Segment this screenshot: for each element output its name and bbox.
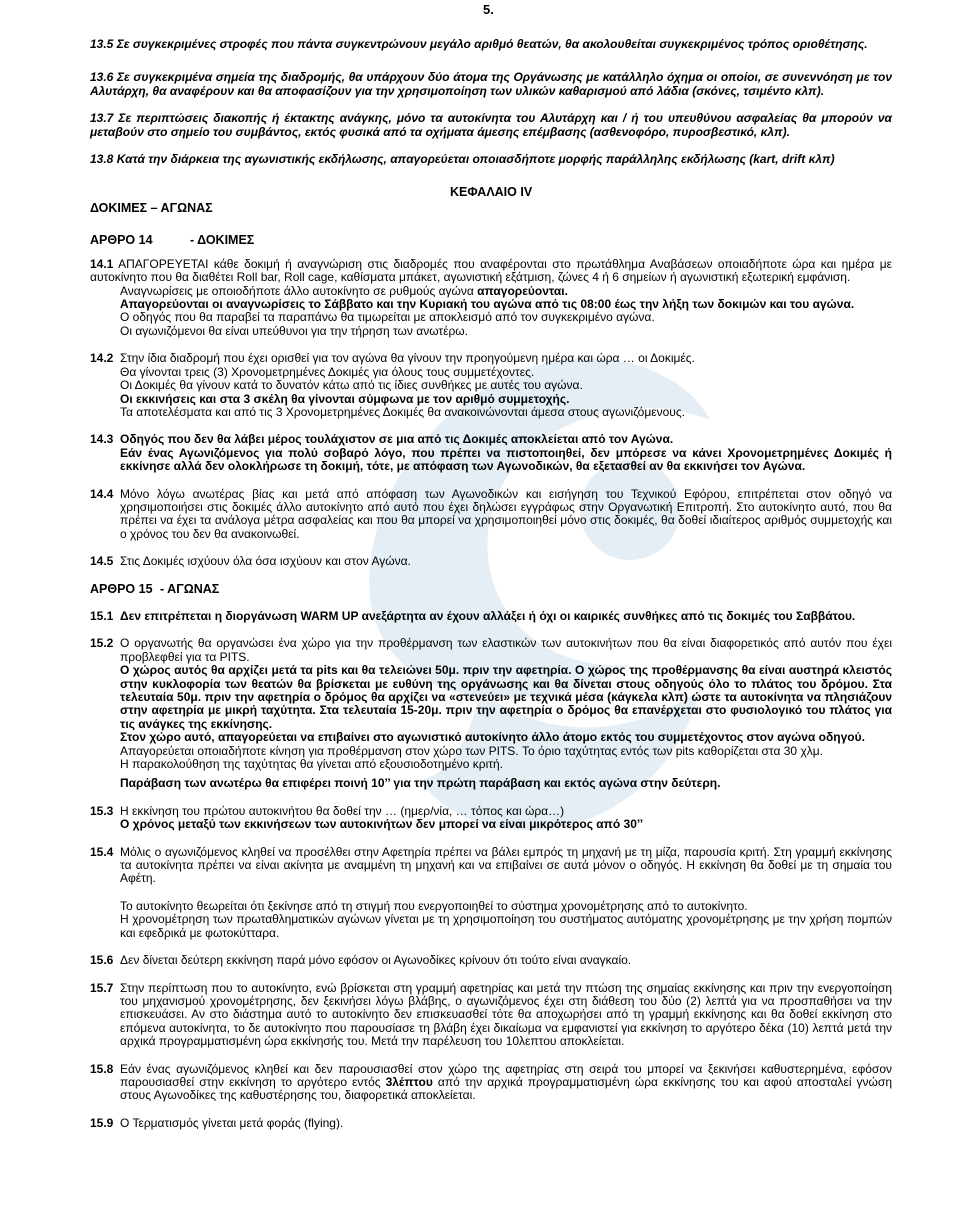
clause-15-5 bbox=[90, 900, 892, 940]
clause-text-bold: 3λέπτου bbox=[385, 1074, 433, 1089]
chapter-heading-row bbox=[90, 186, 892, 220]
clause-text-bold: Οι εκκινήσεις και στα 3 σκέλη θα γίνονται σύμφωνα με τον αριθμό συμμετοχής. bbox=[120, 391, 570, 406]
clause-13-6: 13.6 Σε συγκεκριμένα σημεία της διαδρομής, θα υπάρχουν δύο άτομα της Οργάνωσης με κατάλληλο όχημα οι οποίοι, σε συνεννόηση με τον Αλυτάρχη, θα αναφέρουν και θα αποφασίζουν για την χρησιμοποίηση των υλικών καθαρισμού από λάδια (σκόνες, τσιμέντο κλπ). bbox=[90, 70, 892, 98]
chapter-title: ΚΕΦΑΛΑΙΟ IV bbox=[450, 185, 533, 200]
clause-number: 14.2 bbox=[90, 351, 114, 366]
clause-number: 15.8 bbox=[90, 1061, 114, 1076]
clause-text-bold: Δεν επιτρέπεται η διοργάνωση WARM UP ανεξάρτητα αν έχουν αλλάξει ή όχι οι καιρικές συνθήκες από τις δοκιμές του Σαββάτου. bbox=[120, 608, 856, 623]
clause-text: ΑΠΑΓΟΡΕΥΕΤΑΙ κάθε δοκιμή ή αναγνώριση στις διαδρομές που αναφέρονται στο πρωτάθλημα Αναβάσεων οποιαδήποτε ώρα και ημέρα με αυτοκίνητο που θα διαθέτει Roll bar, Roll cage, καθίσματα μπάκετ, αγωνιστική εξάτμιση, ζώνες 4 ή 6 σημείων ή αγωνιστική εξωτερική εμφάνιση. bbox=[90, 256, 892, 285]
clause-number: 15.6 bbox=[90, 953, 114, 968]
clause-15-4 bbox=[90, 846, 892, 886]
clause-14-4 bbox=[90, 488, 892, 542]
clause-text: Οι Δοκιμές θα γίνουν κατά το δυνατόν κάτω από τις ίδιες συνθήκες με αυτές του αγώνα. bbox=[120, 378, 583, 393]
clause-13-7: 13.7 Σε περιπτώσεις διακοπής ή έκτακτης ανάγκης, μόνο τα αυτοκίνητα του Αλυτάρχη και / ή του υπευθύνου ασφαλείας θα μπορούν να μεταβούν στο σημείο του συμβάντος, εκτός φυσικά από τα οχήματα άμεσης επέμβασης (ασθενοφόρο, πυροσβεστικό, κλπ). bbox=[90, 111, 892, 139]
clause-text: Ο οδηγός που θα παραβεί τα παραπάνω θα τιμωρείται με αποκλεισμό από τον συγκεκριμένο αγώνα. bbox=[120, 310, 655, 325]
clause-15-2 bbox=[90, 637, 892, 790]
clause-text-bold: Ο χώρος αυτός θα αρχίζει μετά τα pits και θα τελειώνει 50μ. πριν την αφετηρία. Ο χώρος της προθέρμανσης θα είναι αυστηρά κλειστός στην κυκλοφορία των θεατών θα βρίσκεται με ευθύνη της οργάνωσης και θα δίνεται στους οδηγούς όλο το πλάτος του δρόμου. Στα τελευταία 50μ. πριν την αφετηρία ο δρόμος θα αρχίζει να «στενεύει» με τεχνικά μέσα (κάγκελα κλπ) ώστε τα αυτοκίνητα να πλησιάζουν στην αφετηρία με μικρή ταχύτητα. Στα τελευταία 15-20μ. πριν την αφετηρία ο δρόμος θα επανέρχεται στο φυσιολογικό του πλάτος για τις ανάγκες της εκκίνησης. bbox=[120, 663, 892, 731]
clause-number: 14.1 bbox=[90, 256, 114, 271]
clause-text: Εάν ένας αγωνιζόμενος κληθεί και δεν παρουσιασθεί στον χώρο της αφετηρίας στη σειρά του μπορεί να ξεκινήσει καθυστερημένα, εφόσον παρουσιασθεί στην εκκίνηση το αργότερο εντός bbox=[120, 1061, 892, 1089]
clause-text-bold: Οδηγός που δεν θα λάβει μέρος τουλάχιστον σε μια από τις Δοκιμές αποκλείεται από τον Αγώνα. bbox=[120, 432, 674, 447]
clause-text: Απαγορεύεται οποιαδήποτε κίνηση για προθέρμανση στον χώρο των PITS. Το όριο ταχύτητας εντός των pits καθορίζεται στα 30 χλμ. bbox=[120, 743, 823, 758]
clause-number: 15.2 bbox=[90, 636, 114, 651]
clause-13-5: 13.5 Σε συγκεκριμένες στροφές που πάντα συγκεντρώνουν μεγάλο αριθμό θεατών, θα ακολουθείται συγκεκριμένος τρόπος οριοθέτησης. bbox=[90, 37, 868, 51]
clause-text: Στις Δοκιμές ισχύουν όλα όσα ισχύουν και στον Αγώνα. bbox=[120, 554, 411, 569]
clause-text: Το αυτοκίνητο θεωρείται ότι ξεκίνησε από τη στιγμή που ενεργοποιηθεί το σύστημα χρονομέτρησης από το αυτοκίνητο. bbox=[120, 898, 748, 913]
section-title: ΔΟΚΙΜΕΣ – ΑΓΩΝΑΣ bbox=[90, 201, 213, 216]
clause-text-bold: Εάν ένας Αγωνιζόμενος για πολύ σοβαρό λόγο, που πρέπει να πιστοποιηθεί, δεν μπόρεσε να κάνει Χρονομετρημένες Δοκιμές ή εκκίνησε αλλά δεν ολοκλήρωσε τη δοκιμή, τότε, με απόφαση των Αγωνοδικών, θα εξετασθεί αν θα εκκινήσει τον Αγώνα. bbox=[120, 445, 892, 474]
clause-15-8 bbox=[90, 1063, 892, 1103]
document-body bbox=[90, 38, 892, 1130]
clause-text: Μόνο λόγω ανωτέρας βίας και μετά από απόφαση των Αγωνοδικών και εισήγηση του Τεχνικού Εφόρου, επιτρέπεται στον οδηγό να χρησιμοποιήσει στις δοκιμές άλλο αυτοκίνητο από αυτό που έχει δηλώσει εγγράφως στην Οργανωτική Επιτροπή. Στο αυτοκίνητο αυτό, που θα πρέπει να έχει τα ανάλογα μέτρα ασφαλείας και που θα μπορεί να χρησιμοποιηθεί μόνο στις δοκιμές, θα δοθεί ιδιαίτερος αριθμός συμμετοχής και ο χρόνος του δεν θα ανακοινωθεί. bbox=[120, 486, 892, 541]
article-15-heading bbox=[90, 583, 892, 596]
clause-number: 15.9 bbox=[90, 1115, 114, 1130]
clause-text: Τα αποτελέσματα και από τις 3 Χρονομετρημένες Δοκιμές θα ανακοινώνονται άμεσα στους αγωνιζόμενους. bbox=[120, 404, 685, 419]
clause-14-5 bbox=[90, 555, 892, 568]
clause-text: Η χρονομέτρηση των πρωταθληματικών αγώνων γίνεται με τη χρησιμοποίηση του συστήματος αυτόματης χρονομέτρησης με την χρήση πομπών και εφεδρικά με φωτοκύτταρα. bbox=[120, 912, 892, 940]
clause-text-bold: Απαγορεύονται οι αναγνωρίσεις το Σάββατο και την Κυριακή του αγώνα από τις 08:00 έως την λήξη των δοκιμών και του αγώνα. bbox=[120, 297, 855, 312]
clause-number: 14.3 bbox=[90, 432, 114, 447]
clause-15-1 bbox=[90, 610, 892, 623]
article-15-label: ΑΡΘΡΟ 15 bbox=[90, 581, 153, 596]
clause-text: Ο οργανωτής θα οργανώσει ένα χώρο για την προθέρμανση των ελαστικών των αυτοκινήτων που θα είναι διαφορετικός από αυτόν που έχει προβλεφθεί για τα PITS. bbox=[120, 636, 892, 664]
clause-text-bold: Παράβαση των ανωτέρω θα επιφέρει ποινή 10’’ για την πρώτη παράβαση και εκτός αγώνα στην δεύτερη. bbox=[120, 776, 721, 791]
clause-15-7 bbox=[90, 982, 892, 1049]
clause-text-bold: Στον χώρο αυτό, απαγορεύεται να επιβαίνει στο αγωνιστικό αυτοκίνητο άλλο άτομο εκτός του συμμετέχοντος στον αγώνα οδηγού. bbox=[120, 730, 865, 745]
clause-14-3 bbox=[90, 433, 892, 473]
clause-number: 15.3 bbox=[90, 803, 114, 818]
clause-text: Αναγνωρίσεις με οποιοδήποτε άλλο αυτοκίνητο σε ρυθμούς αγώνα bbox=[120, 283, 478, 298]
clause-15-3 bbox=[90, 805, 892, 832]
article-15-title: - ΑΓΩΝΑΣ bbox=[160, 581, 220, 596]
clause-text: Θα γίνονται τρεις (3) Χρονομετρημένες Δοκιμές για όλους τους συμμετέχοντες. bbox=[120, 364, 535, 379]
article-14-title: - ΔΟΚΙΜΕΣ bbox=[190, 233, 255, 248]
clause-number: 15.4 bbox=[90, 844, 114, 859]
clause-number: 15.7 bbox=[90, 980, 114, 995]
clause-text-bold: απαγορεύονται. bbox=[477, 283, 568, 298]
clause-13-8: 13.8 Κατά την διάρκεια της αγωνιστικής εκδήλωσης, απαγορεύεται οποιασδήποτε μορφής παράλληλης εκδήλωσης (kart, drift κλπ) bbox=[90, 152, 835, 167]
article-14-label: ΑΡΘΡΟ 14 bbox=[90, 233, 153, 248]
clause-text: Στην ίδια διαδρομή που έχει ορισθεί για τον αγώνα θα γίνουν την προηγούμενη ημέρα και ώρα … οι Δοκιμές. bbox=[120, 351, 695, 366]
clause-number: 14.5 bbox=[90, 554, 114, 569]
clause-15-9 bbox=[90, 1117, 892, 1130]
clause-text: Η παρακολούθηση της ταχύτητας θα γίνεται από εξουσιοδοτημένο κριτή. bbox=[120, 757, 504, 772]
clause-text-bold: Ο χρόνος μεταξύ των εκκινήσεων των αυτοκινήτων δεν μπορεί να είναι μικρότερος από 30’’ bbox=[120, 817, 644, 832]
clause-14-2 bbox=[90, 352, 892, 419]
clause-15-6 bbox=[90, 954, 892, 967]
clause-14-1 bbox=[90, 258, 892, 338]
clause-text: Η εκκίνηση του πρώτου αυτοκινήτου θα δοθεί την … (ημερ/νία, … τόπος και ώρα…) bbox=[120, 803, 565, 818]
clause-number: 14.4 bbox=[90, 486, 114, 501]
clause-text: Ο Τερματισμός γίνεται μετά φοράς (flying). bbox=[120, 1115, 344, 1130]
clause-text: Οι αγωνιζόμενοι θα είναι υπεύθυνοι για την τήρηση των ανωτέρω. bbox=[120, 323, 469, 338]
clause-text: Στην περίπτωση που το αυτοκίνητο, ενώ βρίσκεται στη γραμμή αφετηρίας και μετά την πτώση της σημαίας εκκίνησης και πριν την ενεργοποίηση του μηχανισμού χρονομέτρησης, δεν ξεκινήσει λόγω βλάβης, ο αγωνιζόμενος έχει στη διάθεση του δύο (2) λεπτά για να προσπαθήσει να την επισκευάσει. Αν στο διάστημα αυτό το αυτοκίνητο δεν επισκευασθεί τότε θα αποχωρήσει από τη γραμμή εκκίνησης και θα δοθεί εκκίνηση στο επόμενα αυτοκίνητα, το δε αυτοκίνητο που παρουσίασε τη βλάβη έχει δικαίωμα να εμφανιστεί για εκκίνηση το αργότερο δέκα (10) λεπτά μετά την αρχικά προγραμματισμένη ώρα εκκίνησής του. Μετά την παρέλευση του 10λεπτου αποκλείεται. bbox=[120, 980, 892, 1049]
clause-text: Δεν δίνεται δεύτερη εκκίνηση παρά μόνο εφόσον οι Αγωνοδίκες κρίνουν ότι τούτο είναι αναγκαίο. bbox=[120, 953, 632, 968]
article-14-heading bbox=[90, 234, 892, 247]
clause-number: 15.1 bbox=[90, 608, 114, 623]
page-number: 5. bbox=[483, 2, 494, 17]
clause-text: Μόλις ο αγωνιζόμενος κληθεί να προσέλθει στην Αφετηρία πρέπει να βάλει εμπρός τη μηχανή με τη μίζα, παρουσία κριτή. Στη γραμμή εκκίνησης τα αυτοκίνητα πρέπει να είναι ακίνητα με αναμμένη τη μηχανή και να επιβαίνει σε αυτά μόνον ο οδηγός. Η εκκίνηση θα δοθεί με τη σημαία του Αφέτη. bbox=[120, 844, 892, 886]
clause-text: από την αρχικά προγραμματισμένη ώρα εκκίνησης του και αφού αποσταλεί γνώση στους Αγωνοδίκες της καθυστέρησης του, διαφορετικά αποκλείεται. bbox=[120, 1074, 892, 1103]
